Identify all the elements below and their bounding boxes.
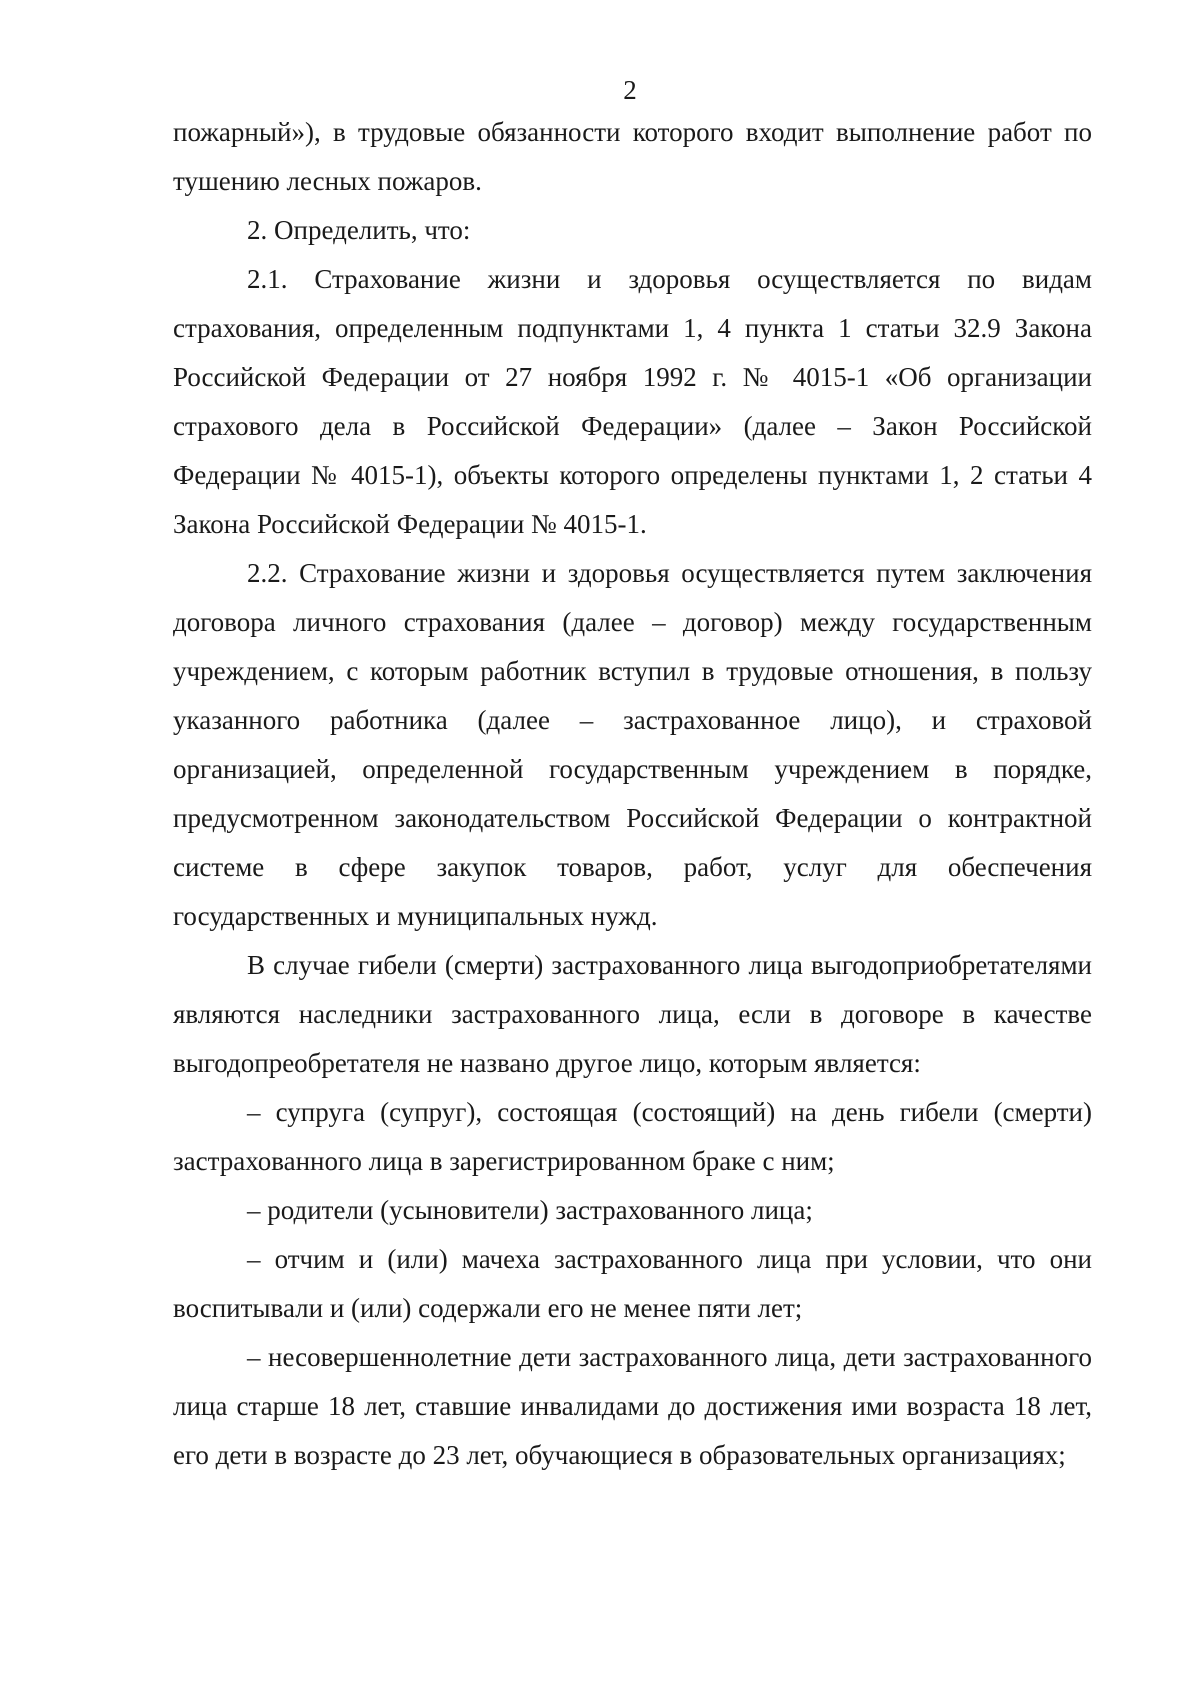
paragraph-clause-2-1: 2.1. Страхование жизни и здоровья осуществляется по видам страхования, определенным подпунктами 1, 4 пункта 1 статьи 32.9 Закона Российской Федерации от 27 ноября 1992 г. № 4015-1 «Об организации страхового дела в Российской Федерации» (далее – Закон Российской Федерации № 4015-1), объекты которого определены пунктами 1, 2 статьи 4 Закона Российской Федерации № 4015-1. [173,264,1092,539]
list-item-stepparents: – отчим и (или) мачеха застрахованного лица при условии, что они воспитывали и (или) содержали его не менее пяти лет; [173,1244,1092,1323]
page-number: 2 [623,75,637,105]
paragraph-clause-2: 2. Определить, что: [247,215,471,245]
document-body [173,108,1092,1480]
list-item-children: – несовершеннолетние дети застрахованного лица, дети застрахованного лица старше 18 лет, ставшие инвалидами до достижения ими возраста 18 лет, его дети в возрасте до 23 лет, обучающиеся в образовательных организациях; [173,1342,1092,1470]
paragraph-continuation: пожарный»), в трудовые обязанности которого входит выполнение работ по тушению лесных пожаров. [173,117,1092,196]
list-item-parents: – родители (усыновители) застрахованного лица; [247,1195,813,1225]
paragraph-beneficiaries-intro: В случае гибели (смерти) застрахованного лица выгодоприобретателями являются наследники застрахованного лица, если в договоре в качестве выгодопреобретателя не названо другое лицо, которым является: [173,950,1092,1078]
paragraph-clause-2-2: 2.2. Страхование жизни и здоровья осуществляется путем заключения договора личного страхования (далее – договор) между государственным учреждением, с которым работник вступил в трудовые отношения, в пользу указанного работника (далее – застрахованное лицо), и страховой организацией, определенной государственным учреждением в порядке, предусмотренном законодательством Российской Федерации о контрактной системе в сфере закупок товаров, работ, услуг для обеспечения государственных и муниципальных нужд. [173,558,1092,931]
list-item-spouse: – супруга (супруг), состоящая (состоящий) на день гибели (смерти) застрахованного лица в зарегистрированном браке с ним; [173,1097,1092,1176]
